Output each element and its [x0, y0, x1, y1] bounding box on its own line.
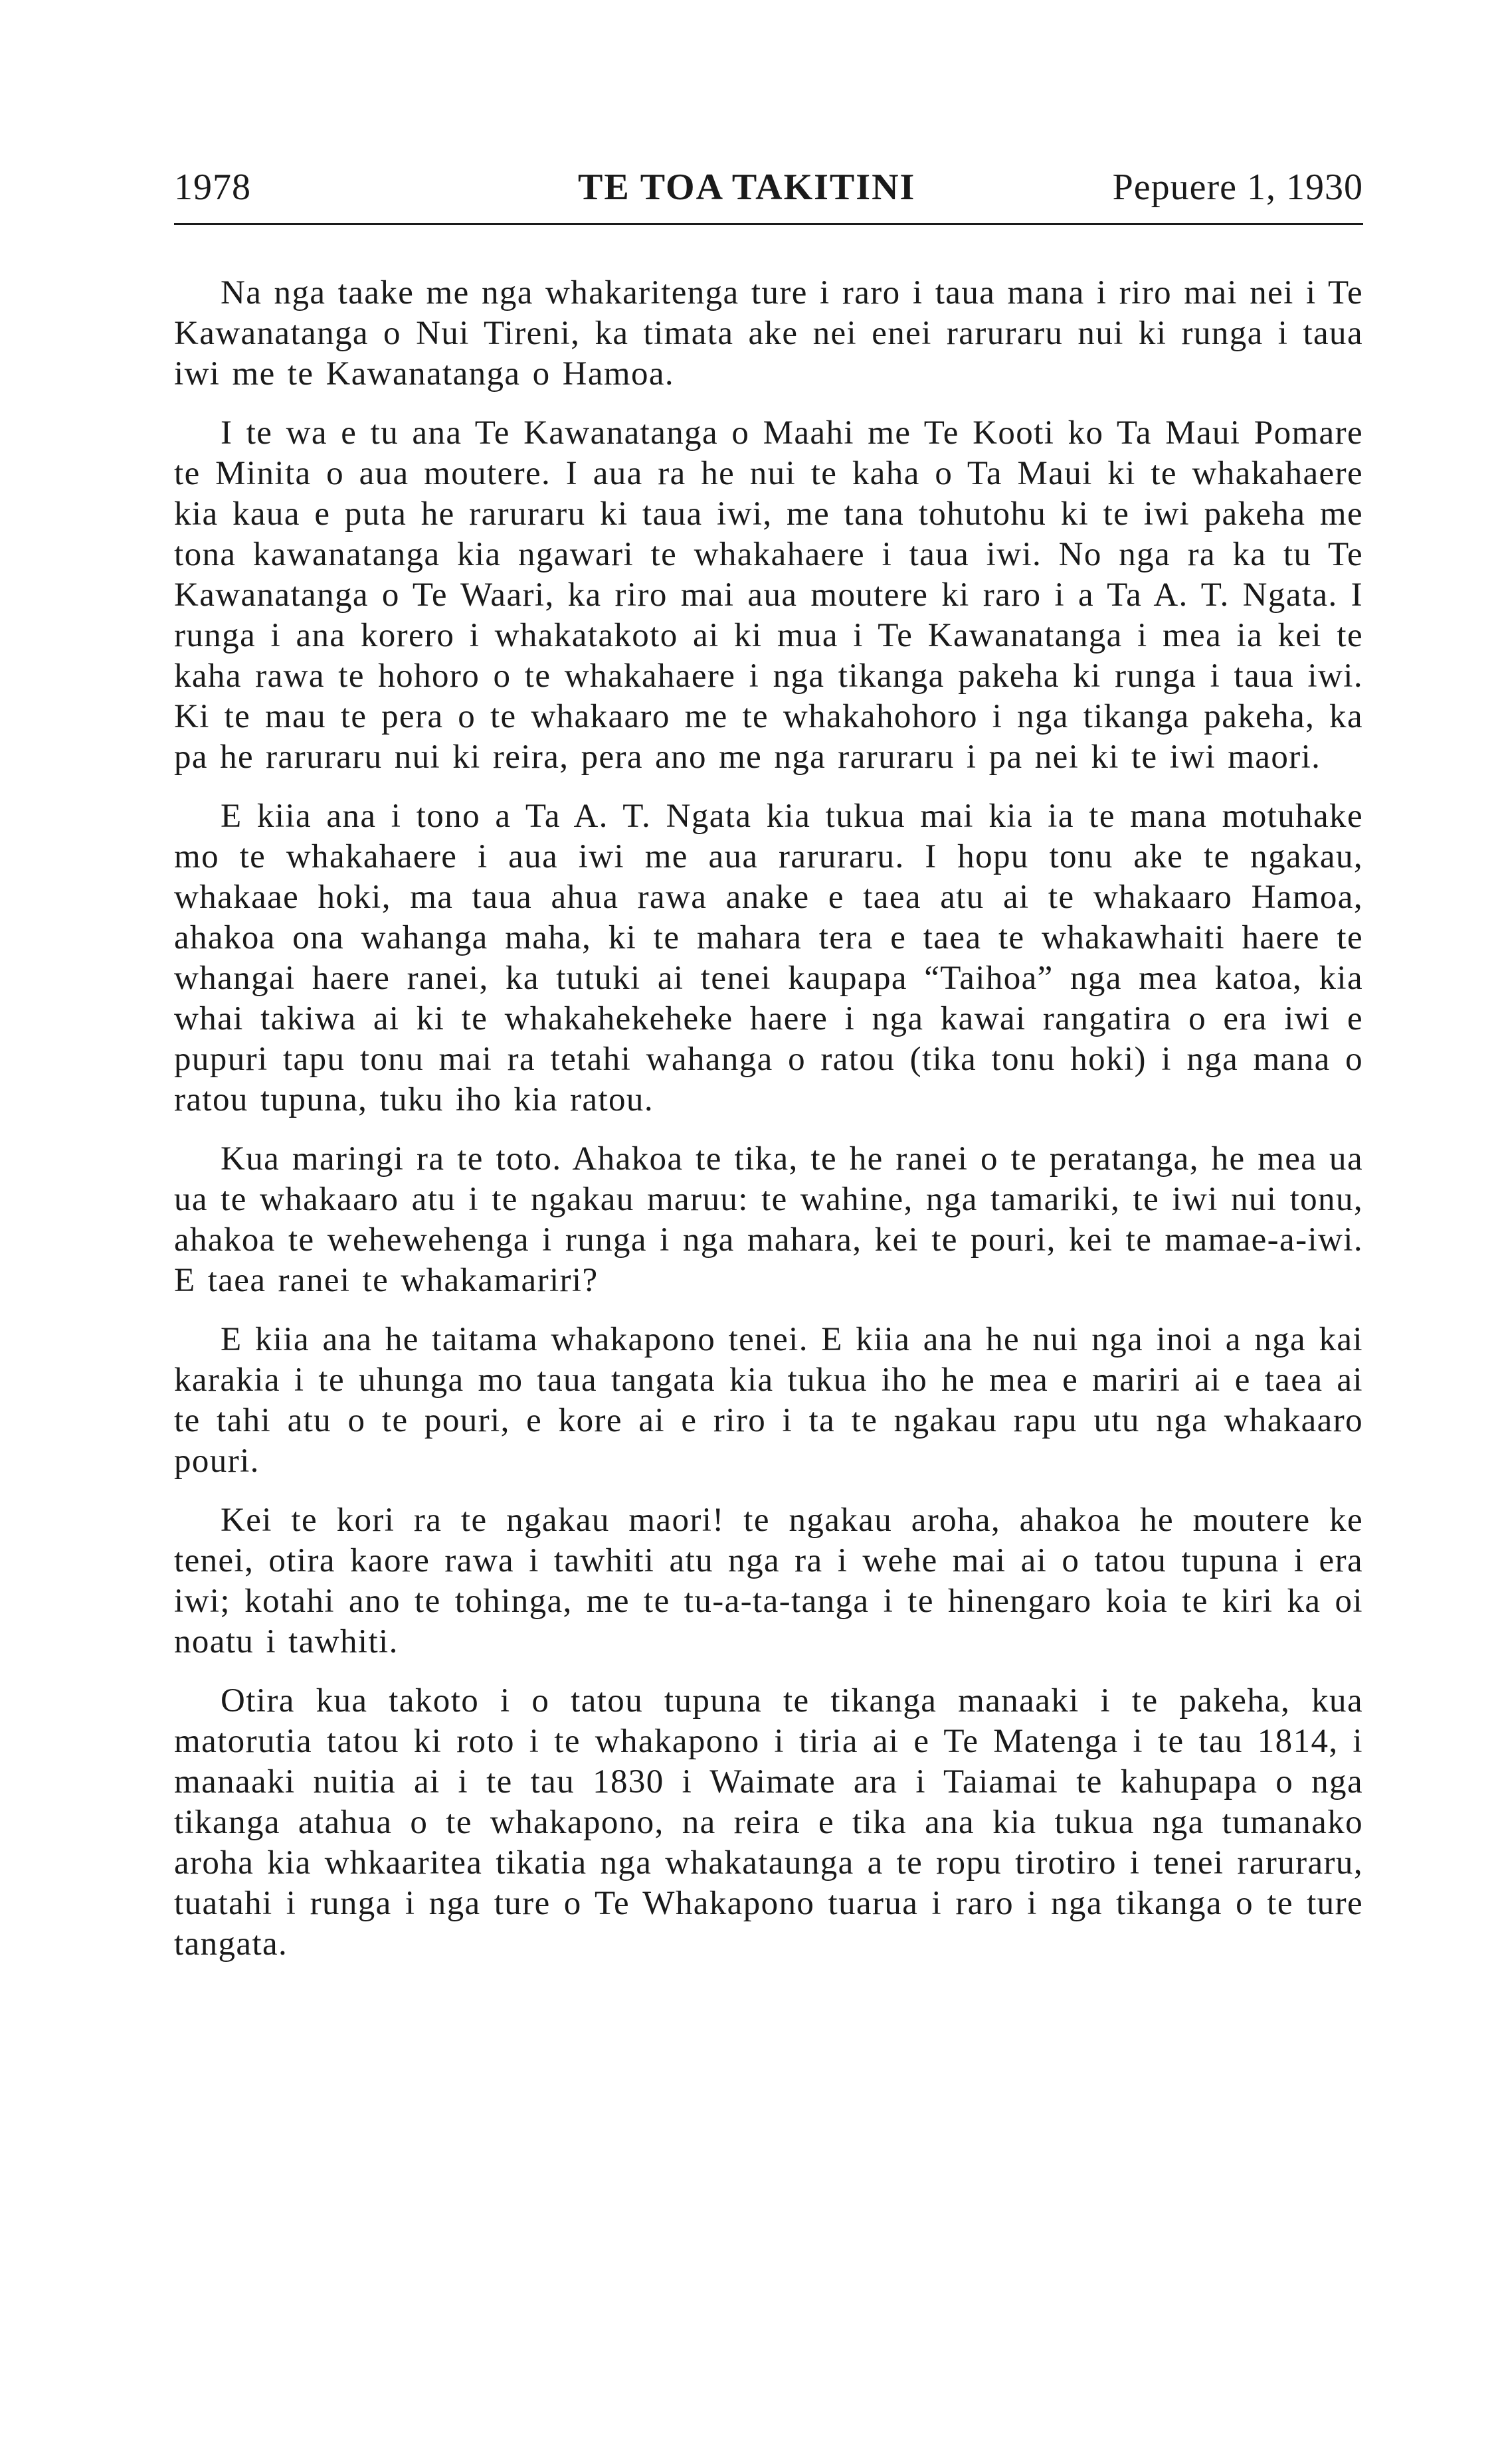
paragraph: E kiia ana he taitama whakapono tenei. E kiia ana he nui nga inoi a nga kai karakia i te uhunga mo taua tangata kia tukua iho he mea e mariri ai e taea ai te tahi atu o te pouri, e kore ai e riro i ta te ngakau rapu utu nga whakaaro pouri.: [174, 1321, 1363, 1480]
paragraph: Kua maringi ra te toto. Ahakoa te tika, te he ranei o te peratanga, he mea ua ua te whakaaro atu i te ngakau maruu: te wahine, nga tamariki, te iwi nui tonu, ahakoa te wehewehenga i runga i nga mahara, kei te pouri, kei te mamae-a-iwi. E taea ranei te whakamariri?: [174, 1140, 1363, 1299]
running-header: [174, 166, 1363, 214]
header-rule: [174, 223, 1363, 225]
paragraph: I te wa e tu ana Te Kawanatanga o Maahi me Te Kooti ko Ta Maui Pomare te Minita o aua moutere. I aua ra he nui te kaha o Ta Maui ki te whakahaere kia kaua e puta he raruraru ki taua iwi, me tana tohutohu ki te iwi pakeha me tona kawanatanga kia ngawari te whakahaere i taua iwi. No nga ra ka tu Te Kawanatanga o Te Waari, ka riro mai aua moutere ki raro i a Ta A. T. Ngata. I runga i ana korero i whakatakoto ai ki mua i Te Kawanatanga i mea ia kei te kaha rawa te hohoro o te whakahaere i nga tikanga pakeha ki runga i taua iwi. Ki te mau te pera o te whakaaro me te whakahohoro i nga tikanga pakeha, ka pa he raruraru nui ki reira, pera ano me nga raruraru i pa nei ki te iwi maori.: [174, 414, 1363, 776]
page-number: 1978: [174, 167, 251, 208]
article-body: [174, 273, 1363, 1965]
page: [174, 166, 1363, 1983]
paragraph: Otira kua takoto i o tatou tupuna te tikanga manaaki i te pakeha, kua matorutia tatou ki roto i te whakapono i tiria ai e Te Matenga i te tau 1814, i manaaki nuitia ai i te tau 1830 i Waimate ara i Taiamai te kahupapa o nga tikanga atahua o te whakapono, na reira e tika ana kia tukua nga tumanako aroha kia whkaaritea tikatia nga whakataunga a te ropu tirotiro i tenei raruraru, tuatahi i runga i nga ture o Te Whakapono tuarua i raro i nga tikanga o te ture tangata.: [174, 1682, 1363, 1963]
paragraph: Na nga taake me nga whakaritenga ture i raro i taua mana i riro mai nei i Te Kawanatanga o Nui Tireni, ka timata ake nei enei raruraru nui ki runga i taua iwi me te Kawanatanga o Hamoa.: [174, 274, 1363, 393]
publication-title: TE TOA TAKITINI: [578, 167, 916, 208]
paragraph: E kiia ana i tono a Ta A. T. Ngata kia tukua mai kia ia te mana motuhake mo te whakahaere i aua iwi me aua raruraru. I hopu tonu ake te ngakau, whakaae hoki, ma taua ahua rawa anake e taea atu ai te whakaaro Hamoa, ahakoa ona wahanga maha, ki te mahara tera e taea te whakawhaiti haere te whangai haere ranei, ka tutuki ai tenei kaupapa “Taihoa” nga mea katoa, kia whai takiwa ai ki te whakahekeheke haere i nga kawai rangatira o era iwi e pupuri tapu tonu mai ra tetahi wahanga o ratou (tika tonu hoki) i nga mana o ratou tupuna, tuku iho kia ratou.: [174, 798, 1363, 1118]
issue-date: Pepuere 1, 1930: [1112, 167, 1363, 208]
paragraph: Kei te kori ra te ngakau maori! te ngakau aroha, ahakoa he moutere ke tenei, otira kaore rawa i tawhiti atu nga ra i wehe mai ai o tatou tupuna i era iwi; kotahi ano te tohinga, me te tu-a-ta-tanga i te hinengaro koia te kiri ka oi noatu i tawhiti.: [174, 1502, 1363, 1660]
